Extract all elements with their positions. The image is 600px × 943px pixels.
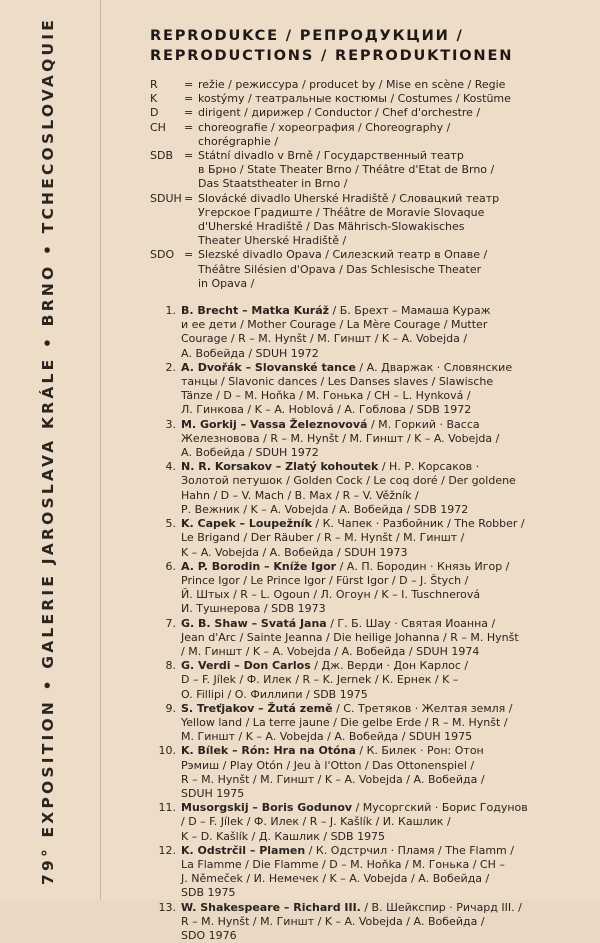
work-line: Л. Гинкова / K – A. Hoblová / А. Гоблова / SDB 1972 xyxy=(181,403,472,417)
work-title: K. Odstrčil – Plamen xyxy=(181,843,306,857)
work-item xyxy=(158,304,590,361)
work-detail: / Г. Б. Шау · Святая Иоанна / xyxy=(326,616,496,630)
legend-row xyxy=(150,106,590,120)
work-line xyxy=(181,901,590,915)
legend-equals: = xyxy=(184,92,194,106)
abbreviation-legend xyxy=(150,78,590,291)
work-line xyxy=(181,659,590,673)
work-title: G. Verdi – Don Carlos xyxy=(181,659,311,673)
legend-line: d'Uherské Hradiště / Das Mährisch-Slowakisches xyxy=(198,220,465,234)
work-line: Рэмиш / Play Otón / Jeu à l'Otton / Das Ottonenspiel / xyxy=(181,758,475,772)
work-line: и ее дети / Mother Courage / La Mère Courage / Mutter xyxy=(181,318,488,332)
legend-row xyxy=(150,192,590,249)
work-entry xyxy=(181,418,590,461)
work-line: J. Němeček / И. Немечек / K – A. Vobejda / А. Вобейда / xyxy=(181,872,490,886)
work-number: 9. xyxy=(165,701,176,715)
work-item xyxy=(158,744,590,801)
work-number: 5. xyxy=(165,517,176,531)
work-item xyxy=(158,361,590,418)
work-item xyxy=(158,844,590,901)
work-line: R – M. Hynšt / М. Гиншт / K – A. Vobejda / А. Вобейда / xyxy=(181,772,485,786)
work-line xyxy=(181,361,590,375)
work-detail: / К. Чапек · Разбойник / The Robber / xyxy=(311,517,525,531)
work-line: SDUH 1975 xyxy=(181,786,245,800)
work-number: 7. xyxy=(165,616,176,630)
work-line: А. Вобейда / SDUH 1972 xyxy=(181,446,319,460)
legend-definition xyxy=(198,248,590,291)
work-line: SDO 1976 xyxy=(181,928,237,942)
work-entry xyxy=(181,801,590,844)
work-detail: / М. Горкий · Васса xyxy=(367,417,480,431)
legend-equals: = xyxy=(184,106,194,120)
legend-row xyxy=(150,248,590,291)
legend-definition xyxy=(198,149,590,192)
work-detail: / Дж. Верди · Дон Карлос / xyxy=(310,659,469,673)
work-title: A. Dvořák – Slovanské tance xyxy=(181,360,356,374)
work-title: W. Shakespeare – Richard III. xyxy=(181,900,361,914)
work-line: Jean d'Arc / Sainte Jeanna / Die heilige Johanna / R – M. Hynšt xyxy=(181,630,519,644)
work-entry xyxy=(181,901,590,943)
legend-line: dirigent / дирижер / Conductor / Chef d'orchestre / xyxy=(198,106,481,120)
legend-definition xyxy=(198,92,590,106)
work-line: Tänze / D – M. Hoňka / М. Гонька / CH – L. Hynková / xyxy=(181,389,471,403)
legend-code: R xyxy=(150,78,158,91)
work-title: M. Gorkij – Vassa Železnovová xyxy=(181,417,368,431)
work-item xyxy=(158,702,590,745)
legend-code: SDUH xyxy=(150,191,182,205)
work-line: Yellow land / La terre jaune / Die gelbe Erde / R – M. Hynšt / xyxy=(181,715,508,729)
work-number: 6. xyxy=(165,559,176,573)
work-number: 4. xyxy=(165,460,176,474)
work-number: 12. xyxy=(158,843,176,857)
legend-row xyxy=(150,92,590,106)
work-line: танцы / Slavonic dances / Les Danses slaves / Slawische xyxy=(181,375,494,389)
title-line-2: REPRODUCTIONS / REPRODUKTIONEN xyxy=(150,47,514,64)
work-detail: / А. Дваржак · Словянские xyxy=(355,360,513,374)
work-item xyxy=(158,901,590,943)
work-line: Prince Igor / Le Prince Igor / Fürst Igor / D – J. Štych / xyxy=(181,573,469,587)
legend-code: SDO xyxy=(150,248,175,262)
legend-line: chorégraphie / xyxy=(198,134,279,148)
work-number: 3. xyxy=(165,417,176,431)
legend-row xyxy=(150,78,590,92)
work-title: K. Bílek – Rón: Hra na Otóna xyxy=(181,744,356,758)
work-item xyxy=(158,617,590,660)
legend-line: kostýmy / театральные костюмы / Costumes / Kostüme xyxy=(198,92,511,106)
legend-code: CH xyxy=(150,120,166,134)
page-fold xyxy=(100,0,101,900)
work-line xyxy=(181,617,590,631)
legend-line: Slezské divadlo Opava / Силезский театр в Опаве / xyxy=(198,248,488,262)
work-line: И. Тушнерова / SDB 1973 xyxy=(181,602,326,616)
work-detail: / К. Одстрчил · Пламя / The Flamm / xyxy=(305,843,514,857)
legend-line: Státní divadlo v Brně / Государственный театр xyxy=(198,149,464,163)
work-detail: / Мусоргский · Борис Годунов xyxy=(352,801,528,815)
work-detail: / А. П. Бородин · Князь Игор / xyxy=(336,559,510,573)
legend-equals: = xyxy=(184,120,194,134)
work-detail: / С. Третяков · Желтая земля / xyxy=(332,701,513,715)
work-detail: / Б. Брехт – Мамаша Кураж xyxy=(329,304,491,318)
legend-code: D xyxy=(150,106,159,120)
work-title: B. Brecht – Matka Kuráž xyxy=(181,304,330,318)
work-entry xyxy=(181,617,590,660)
legend-line: Угерское Градиште / Théâtre de Moravie Slovaque xyxy=(198,205,485,219)
legend-line: в Брно / State Theater Brno / Théâtre d'Etat de Brno / xyxy=(198,163,495,177)
spine-column xyxy=(18,15,78,885)
work-number: 10. xyxy=(158,744,176,758)
work-detail: / К. Билек · Рон: Отон xyxy=(355,744,484,758)
work-line: Золотой петушок / Golden Cock / Le coq doré / Der goldene xyxy=(181,474,516,488)
work-line xyxy=(181,460,590,474)
work-line xyxy=(181,304,590,318)
work-entry xyxy=(181,361,590,418)
work-entry xyxy=(181,702,590,745)
content-column xyxy=(150,26,590,943)
work-line: Hahn / D – V. Mach / В. Max / R – V. Věžník / xyxy=(181,488,419,502)
work-line: K – D. Kašlík / Д. Кашлик / SDB 1975 xyxy=(181,829,386,843)
legend-code: SDB xyxy=(150,149,173,163)
title-line-1: REPRODUKCE / РЕПРОДУКЦИИ / xyxy=(150,27,464,44)
work-number: 1. xyxy=(165,304,176,318)
legend-line: Das Staatstheater in Brno / xyxy=(198,177,348,191)
work-item xyxy=(158,460,590,517)
work-line: / D – F. Jílek / Ф. Илек / R – J. Kašlík / И. Кашлик / xyxy=(181,815,451,829)
work-line xyxy=(181,844,590,858)
legend-row xyxy=(150,121,590,149)
legend-equals: = xyxy=(184,191,194,205)
legend-line: Theater Uherské Hradiště / xyxy=(198,234,347,248)
work-line xyxy=(181,702,590,716)
work-entry xyxy=(181,517,590,560)
work-line xyxy=(181,560,590,574)
legend-line: režie / режиссура / producet by / Mise en scène / Regie xyxy=(198,78,506,91)
work-entry xyxy=(181,659,590,702)
work-line: Le Brigand / Der Räuber / R – M. Hynšt / М. Гиншт / xyxy=(181,531,465,545)
legend-code: K xyxy=(150,92,158,106)
work-line xyxy=(181,517,590,531)
work-line: М. Гиншт / K – A. Vobejda / А. Вобейда / SDUH 1975 xyxy=(181,730,473,744)
legend-line: Slovácké divadlo Uherské Hradiště / Словацкий театр xyxy=(198,191,500,205)
work-entry xyxy=(181,304,590,361)
work-line: / М. Гиншт / K – A. Vobejda / А. Вобейда / SDUH 1974 xyxy=(181,644,480,658)
work-line xyxy=(181,744,590,758)
work-line: Й. Штых / R – L. Ogoun / Л. Огоун / K – I. Tuschnerová xyxy=(181,588,481,602)
work-entry xyxy=(181,744,590,801)
work-detail: / Н. Р. Корсаков · xyxy=(378,460,480,474)
legend-equals: = xyxy=(184,149,194,163)
legend-definition xyxy=(198,106,590,120)
legend-line: in Opava / xyxy=(198,276,255,290)
spine-title: 79° EXPOSITION • GALERIE JAROSLAVA KRÁLE • BRNO • TCHECOSLOVAQUIE xyxy=(39,16,57,885)
work-title: G. B. Shaw – Svatá Jana xyxy=(181,616,327,630)
legend-line: choreografie / хореография / Choreography / xyxy=(198,120,451,134)
work-title: Musorgskij – Boris Godunov xyxy=(181,801,353,815)
work-title: S. Treťjakov – Žutá země xyxy=(181,701,333,715)
reproductions-list xyxy=(158,304,590,943)
work-title: A. P. Borodin – Kníže Igor xyxy=(181,559,337,573)
work-item xyxy=(158,659,590,702)
work-line: Р. Вежник / K – A. Vobejda / А. Вобейда / SDB 1972 xyxy=(181,502,469,516)
work-line: Courage / R – M. Hynšt / М. Гиншт / K – A. Vobejda / xyxy=(181,332,468,346)
work-title: N. R. Korsakov – Zlatý kohoutek xyxy=(181,460,379,474)
work-entry xyxy=(181,460,590,517)
work-number: 2. xyxy=(165,360,176,374)
work-line: La Flamme / Die Flamme / D – M. Hoňka / М. Гонька / CH – xyxy=(181,857,505,871)
work-line: R – M. Hynšt / М. Гиншт / K – A. Vobejda / А. Вобейда / xyxy=(181,914,485,928)
work-item xyxy=(158,560,590,617)
work-line: SDB 1975 xyxy=(181,886,236,900)
work-number: 8. xyxy=(165,659,176,673)
legend-definition xyxy=(198,192,590,249)
work-line: K – A. Vobejda / А. Вобейда / SDUH 1973 xyxy=(181,545,408,559)
work-title: K. Capek – Loupežník xyxy=(181,517,312,531)
work-item xyxy=(158,418,590,461)
work-entry xyxy=(181,844,590,901)
work-line xyxy=(181,801,590,815)
work-number: 13. xyxy=(158,900,176,914)
work-line xyxy=(181,418,590,432)
work-line: А. Вобейда / SDUH 1972 xyxy=(181,346,319,360)
work-entry xyxy=(181,560,590,617)
legend-definition xyxy=(198,121,590,149)
legend-definition xyxy=(198,78,590,92)
work-item xyxy=(158,801,590,844)
legend-equals: = xyxy=(184,248,194,262)
work-number: 11. xyxy=(158,801,176,815)
work-line: Железновова / R – M. Hynšt / М. Гиншт / K – A. Vobejda / xyxy=(181,431,500,445)
work-item xyxy=(158,517,590,560)
work-line: D – F. Jílek / Ф. Илек / R – K. Jernek / К. Ернек / K – xyxy=(181,673,459,687)
legend-line: Théâtre Silésien d'Opava / Das Schlesische Theater xyxy=(198,262,482,276)
work-detail: / В. Шейкспир · Ричард III. / xyxy=(360,900,522,914)
legend-row xyxy=(150,149,590,192)
legend-equals: = xyxy=(184,78,194,91)
work-line: O. Fillipi / О. Филлипи / SDB 1975 xyxy=(181,687,368,701)
